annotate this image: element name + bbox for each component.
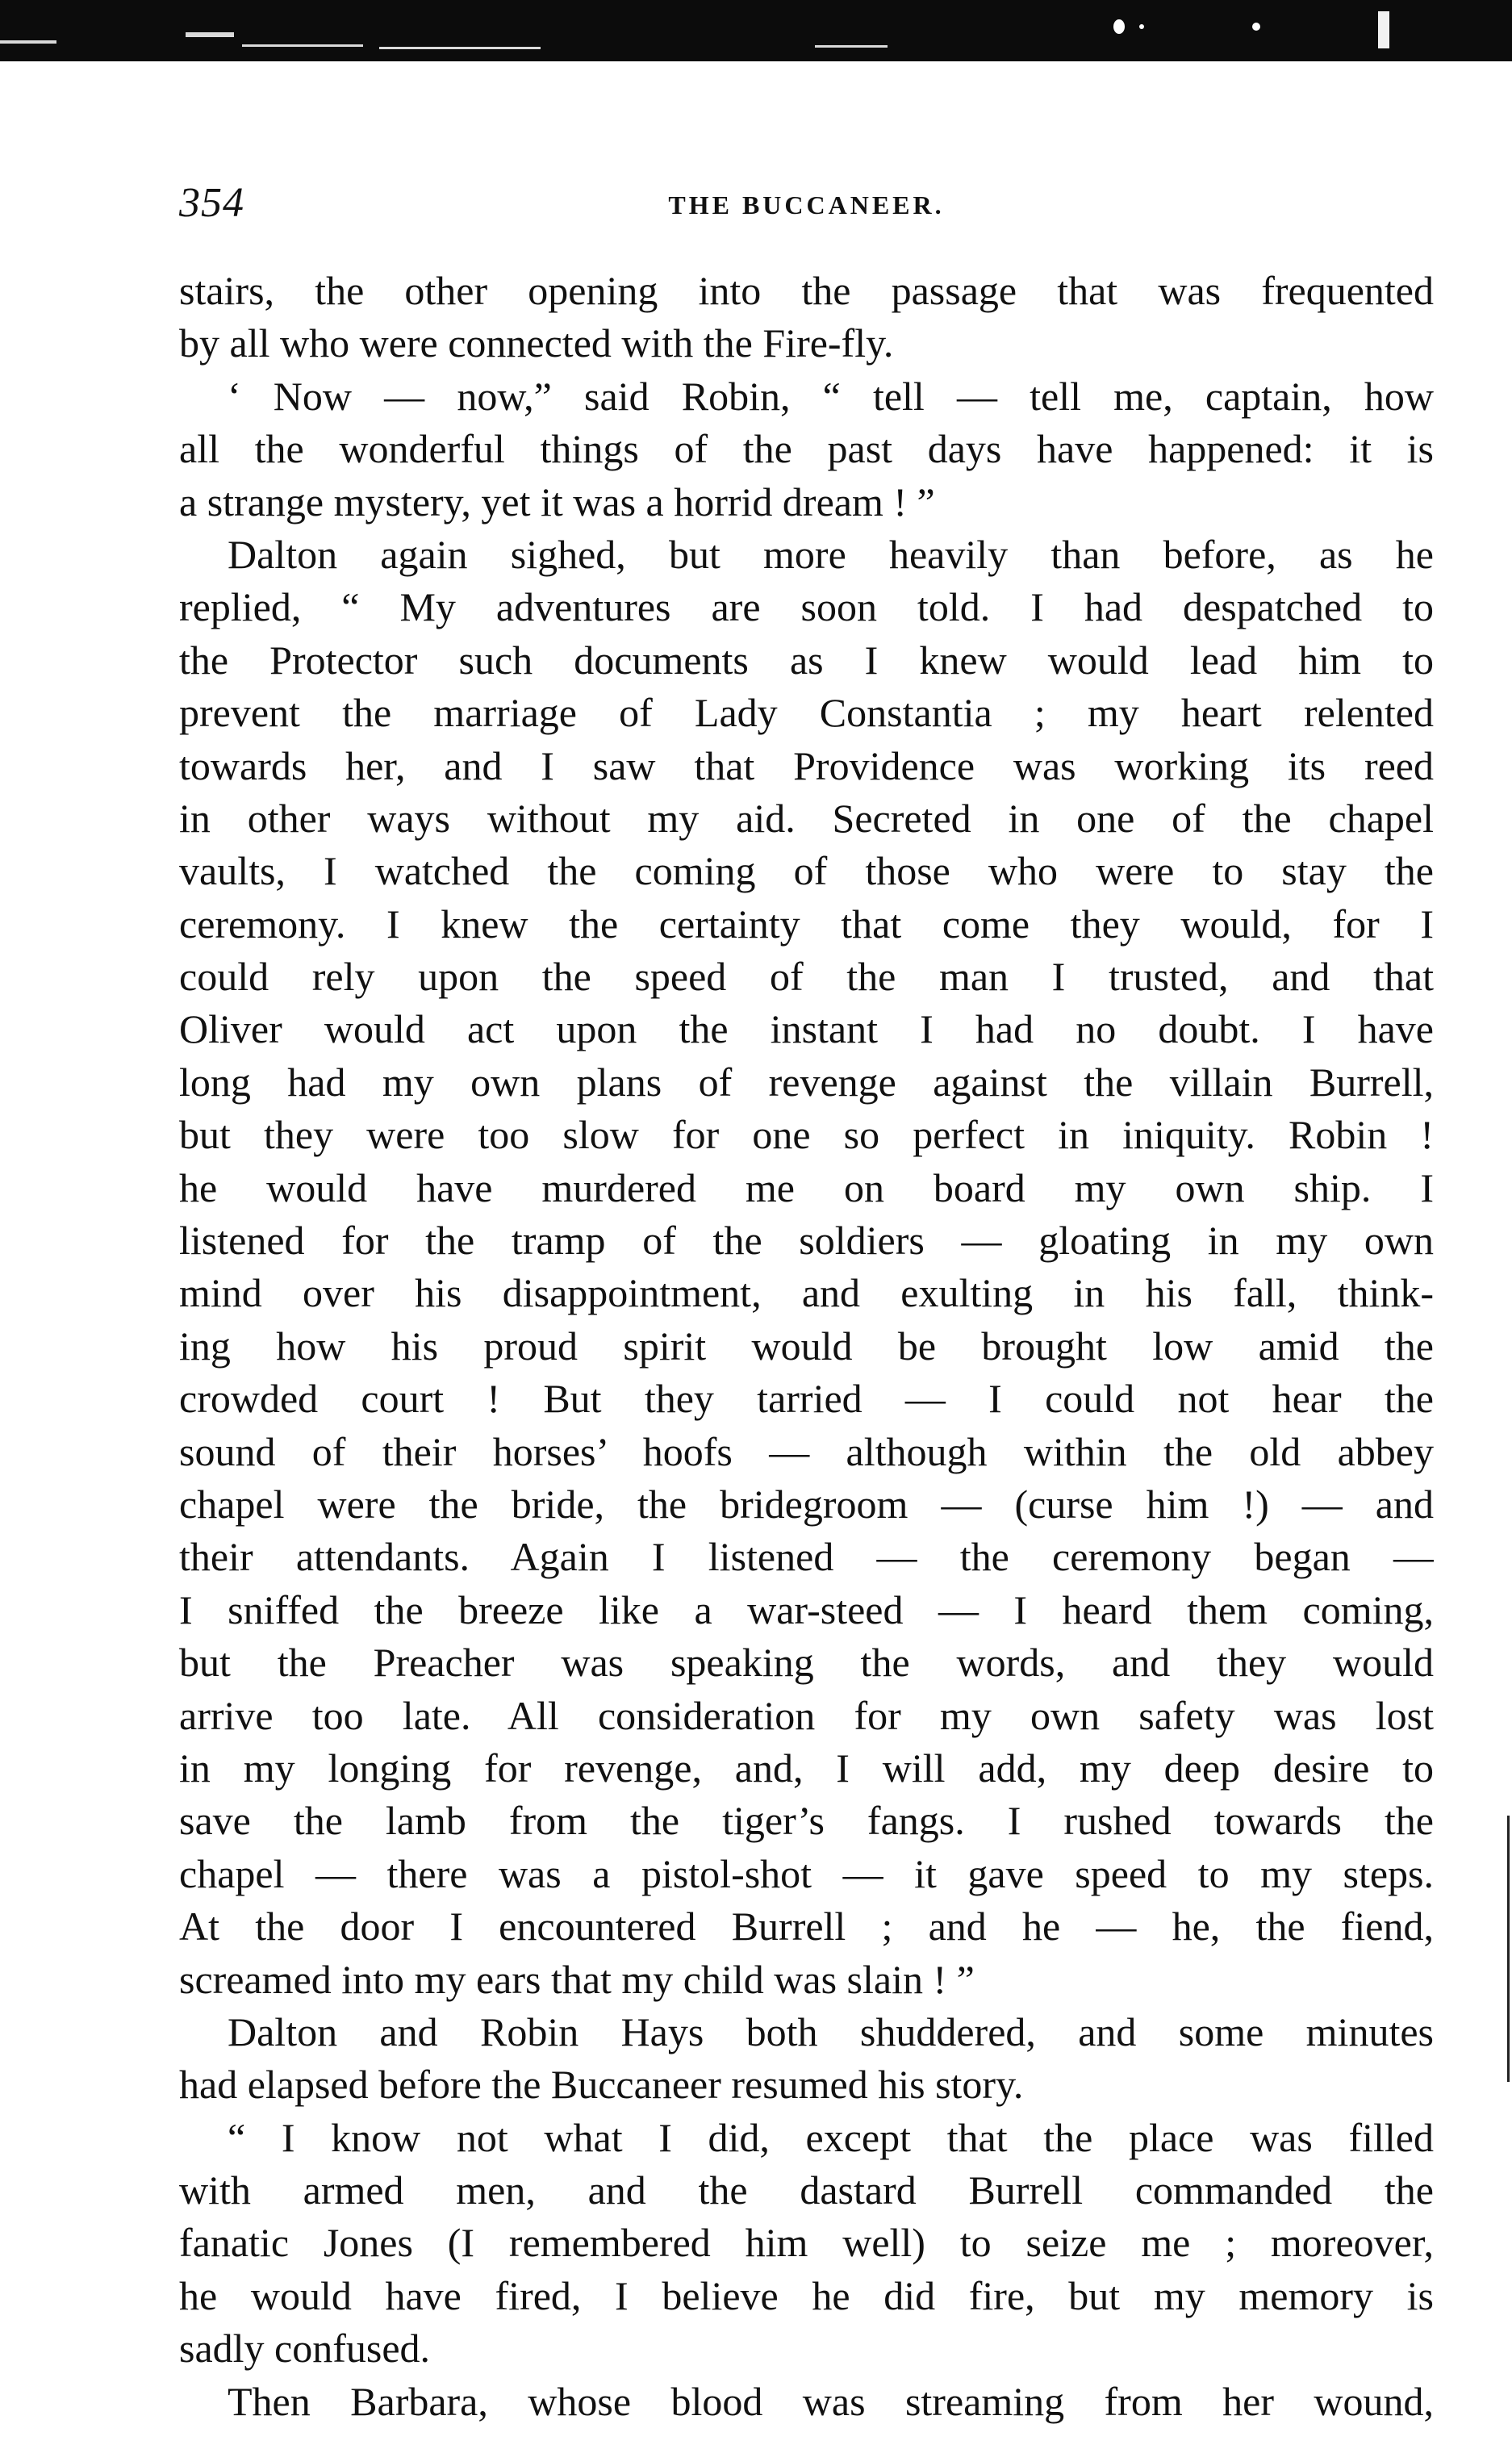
text-line: fanatic Jones (I remembered him well) to seize me ; moreover, (179, 2220, 1434, 2266)
text-line: save the lamb from the tiger’s fangs. I rushed towards the (179, 1798, 1434, 1844)
text-line: a strange mystery, yet it was a horrid dream ! ” (179, 479, 935, 525)
text-line: had elapsed before the Buccaneer resumed his story. (179, 2062, 1024, 2108)
page-edge-rule (1507, 1816, 1510, 2082)
scan-streak (0, 40, 56, 44)
text-line: in other ways without my aid. Secreted in one of the chapel (179, 795, 1434, 841)
page-number: 354 (179, 180, 244, 226)
text-line: their attendants. Again I listened — the ceremony began — (179, 1534, 1434, 1580)
text-line: long had my own plans of revenge against the villain Burrell, (179, 1059, 1434, 1105)
text-line: vaults, I watched the coming of those who were to stay the (179, 848, 1434, 894)
text-line: chapel — there was a pistol-shot — it gave speed to my steps. (179, 1850, 1434, 1896)
text-line: sadly confused. (179, 2326, 431, 2372)
text-line: all the wonderful things of the past days have happened: it is (179, 426, 1434, 472)
text-line: in my longing for revenge, and, I will add, my deep desire to (179, 1745, 1434, 1791)
body-text (179, 265, 1434, 2428)
scan-speck (1139, 24, 1144, 29)
text-line: could rely upon the speed of the man I trusted, and that (179, 954, 1434, 1000)
text-line: Oliver would act upon the instant I had no doubt. I have (179, 1006, 1434, 1052)
text-line: screamed into my ears that my child was slain ! ” (179, 1956, 975, 2002)
text-line: towards her, and I saw that Providence was working its reed (179, 742, 1434, 788)
text-line: with armed men, and the dastard Burrell commanded the (179, 2167, 1434, 2213)
text-line: the Protector such documents as I knew would lead him to (179, 637, 1434, 683)
text-line: prevent the marriage of Lady Constantia ; my heart relented (179, 690, 1434, 736)
text-line: replied, “ My adventures are soon told. I had despatched to (179, 584, 1434, 630)
text-line: by all who were connected with the Fire-fly. (179, 320, 894, 366)
text-line: “ I know not what I did, except that the place was filled (228, 2114, 1434, 2160)
text-line: ‘ Now — now,” said Robin, “ tell — tell me, captain, how (228, 373, 1434, 419)
text-line: ing how his proud spirit would be brought low amid the (179, 1323, 1434, 1369)
scan-speck (1252, 23, 1260, 31)
scan-streak (186, 32, 234, 37)
text-line: mind over his disappointment, and exulting in his fall, think- (179, 1270, 1434, 1316)
scan-streak (379, 47, 541, 49)
text-line: stairs, the other opening into the passage that was frequented (179, 268, 1434, 313)
text-line: At the door I encountered Burrell ; and he — he, the fiend, (179, 1904, 1434, 1950)
scan-streak (242, 44, 363, 47)
text-line: sound of their horses’ hoofs — although within the old abbey (179, 1428, 1434, 1474)
running-title: THE BUCCANEER. (668, 190, 945, 219)
text-line: ceremony. I knew the certainty that come they would, for I (179, 901, 1434, 947)
text-line: he would have fired, I believe he did fire, but my memory is (179, 2272, 1434, 2318)
text-line: listened for the tramp of the soldiers — gloating in my own (179, 1218, 1434, 1264)
text-line: Then Barbara, whose blood was streaming from her wound, (228, 2378, 1434, 2424)
running-head (179, 179, 1434, 244)
text-line: arrive too late. All consideration for my own safety was lost (179, 1692, 1434, 1738)
text-line: chapel were the bride, the bridegroom — (curse him !) — and (179, 1481, 1434, 1527)
text-line: but they were too slow for one so perfect in iniquity. Robin ! (179, 1112, 1434, 1158)
scan-bright-bar (1378, 11, 1389, 48)
scan-streak (815, 45, 888, 48)
text-line: Dalton again sighed, but more heavily than before, as he (228, 531, 1434, 577)
scan-speck (1113, 19, 1125, 34)
text-line: Dalton and Robin Hays both shuddered, and some minutes (228, 2008, 1434, 2054)
text-line: but the Preacher was speaking the words, and they would (179, 1640, 1434, 1686)
text-line: crowded court ! But they tarried — I could not hear the (179, 1376, 1434, 1422)
text-line: I sniffed the breeze like a war-steed — I heard them coming, (179, 1586, 1434, 1632)
text-line: he would have murdered me on board my own ship. I (179, 1164, 1434, 1210)
scan-edge-band (0, 0, 1512, 61)
